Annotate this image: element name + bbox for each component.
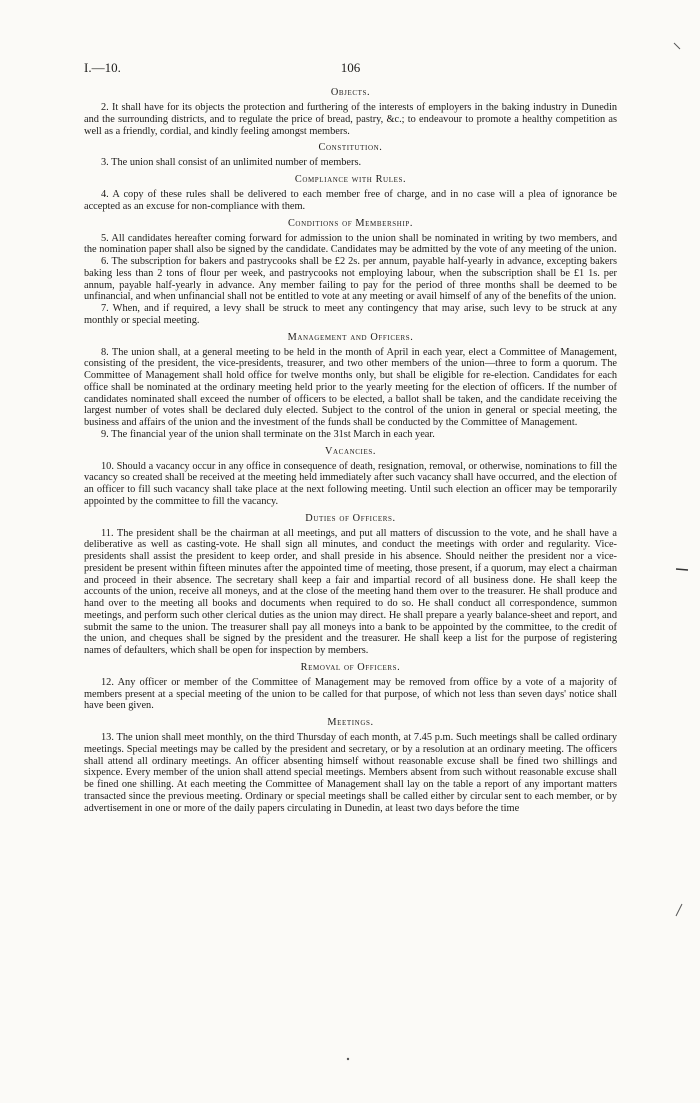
rule-paragraph: 11. The president shall be the chairman at all meetings, and put all matters of discussion to the vote, and he shall have a deliberative as well as casting-vote. He shall sign all minutes, and conduct the meetings with order and regularity. Vice-presidents shall assist the president to keep order, and shall preside in his absence. Should neither the president nor a vice-president be present within fifteen minutes after the appointed time of meeting, those present, if a quorum, may elect a chairman and proceed in their absence. The secretary shall keep a fair and impartial record of all business done. He shall keep the accounts of the union, receive all moneys, and at the close of the meeting hand them over to the treasurer. He shall produce and hand over to the meeting all books and documents when required to do so. He shall conduct all correspondence, summon meetings, and perform such other clerical duties as the union may direct. He shall prepare a yearly balance-sheet and report, and submit the same to the union. The treasurer shall pay all moneys into a bank to be appointed by the committee, to the credit of the union, and cheques shall be signed by the president and the treasurer. He shall keep a list for the purpose of registering names of defaulters, which shall be open for inspection by members.	[84, 527, 617, 656]
section-meetings	[84, 717, 617, 814]
section-duties-of-officers	[84, 513, 617, 657]
section-management-and-officers	[84, 332, 617, 441]
section-heading: Constitution.	[318, 142, 383, 154]
page-number: 106	[340, 60, 361, 75]
rule-paragraph: 3. The union shall consist of an unlimited number of members.	[101, 157, 362, 169]
scan-dash-icon	[675, 566, 689, 572]
section-heading: Removal of Officers.	[300, 661, 401, 673]
document-page	[84, 60, 617, 814]
rule-paragraph: 12. Any officer or member of the Committee of Management may be removed from office by a vote of a majority of members present at a special meeting of the union to be called for that purpose, of which not less than seven days' notice shall have been given.	[84, 676, 617, 712]
rule-paragraph: 4. A copy of these rules shall be delivered to each member free of charge, and in no case will a plea of ignorance be accepted as an excuse for non-compliance with them.	[84, 189, 617, 212]
section-compliance-with-rules	[84, 174, 617, 213]
section-heading: Compliance with Rules.	[294, 174, 407, 185]
section-removal-of-officers	[84, 662, 617, 712]
section-objects	[84, 87, 617, 137]
running-header	[84, 60, 617, 78]
section-heading: Meetings.	[327, 717, 374, 728]
rule-paragraph: 13. The union shall meet monthly, on the third Thursday of each month, at 7.45 p.m. Such meetings shall be called ordinary meetings. Special meetings may be called by the president and secretary, or by a resolution at an ordinary meeting. The officers shall attend all ordinary meetings. An officer absenting himself without reasonable excuse shall be fined two shillings and sixpence. Every member of the union shall attend special meetings. Members absent from such without reasonable excuse shall be fined one shilling. At each meeting the Committee of Management shall lay on the table a report of any important matters transacted since the previous meeting. Ordinary or special meetings shall be called either by circular sent to each member, or by advertisement in one or more of the daily papers circulating in Dunedin, at least two days before the time	[84, 732, 617, 814]
rule-paragraph: 7. When, and if required, a levy shall be struck to meet any contingency that may arise, such levy to be struck at any monthly or special meeting.	[84, 303, 617, 326]
rule-paragraph: 9. The financial year of the union shall terminate on the 31st March in each year.	[101, 428, 435, 440]
rule-paragraph: 10. Should a vacancy occur in any office in consequence of death, resignation, removal, or otherwise, nominations to fill the vacancy so created shall be received at the meeting held immediately after such vacancy shall have occurred, and the election of an officer to fill such vacancy shall take place at the next following meeting. Until such election an officer may be temporarily appointed by the committee to fill the vacancy.	[84, 460, 617, 507]
rule-paragraph: 2. It shall have for its objects the protection and furthering of the interests of employers in the baking industry in Dunedin and the surrounding districts, and to regulate the price of bread, pastry, &c.; to endeavour to promote a healthy competition as well as a friendly, cordial, and kindly feeling amongst members.	[84, 102, 617, 137]
scan-speck-icon	[672, 40, 684, 52]
rule-paragraph: 8. The union shall, at a general meeting to be held in the month of April in each year, elect a Committee of Management, consisting of the president, the vice-presidents, treasurer, and two other members of the union—three to form a quorum. The Committee of Management shall hold office for twelve months only, but shall be eligible for re-election. Candidates for each office shall be nominated at the ordinary meeting held prior to the yearly meeting for the election of officers. If the number of candidates nominated shall exceed the number of officers to be elected, a ballot shall be taken, and the candidate receiving the largest number of votes shall be declared duly elected. Subject to the control of the union in general or special meeting, the business and affairs of the union and the investment of the funds shall be conducted by the Committee of Management.	[84, 346, 617, 428]
section-constitution	[84, 142, 617, 169]
section-heading: Vacancies.	[324, 445, 376, 457]
section-conditions-of-membership	[84, 218, 617, 327]
section-heading: Duties of Officers.	[305, 512, 396, 524]
section-heading: Conditions of Membership.	[287, 217, 414, 229]
rule-paragraph: 5. All candidates hereafter coming forward for admission to the union shall be nominated in writing by two members, and the nomination paper shall also be signed by the candidate. Candidates may be admitted by the vote of any meeting of the union.	[84, 232, 617, 256]
section-heading: Objects.	[330, 87, 371, 98]
scan-stroke-icon	[674, 902, 684, 918]
section-heading: Management and Officers.	[287, 331, 414, 343]
scan-dot-icon	[345, 1056, 351, 1062]
rule-paragraph: 6. The subscription for bakers and pastrycooks shall be £2 2s. per annum, payable half-yearly in advance, excepting bakers baking less than 2 tons of flour per week, and pastrycooks not employing labour, when the subscription shall be £1 1s. per annum, payable half-yearly in advance. Any member failing to pay for the period of three months shall be deemed to be unfinancial, and when unfinancial shall not be entitled to vote at any meeting or avail himself of any of the benefits of the union.	[84, 256, 617, 303]
document-reference: I.—10.	[84, 60, 121, 75]
section-vacancies	[84, 446, 617, 508]
